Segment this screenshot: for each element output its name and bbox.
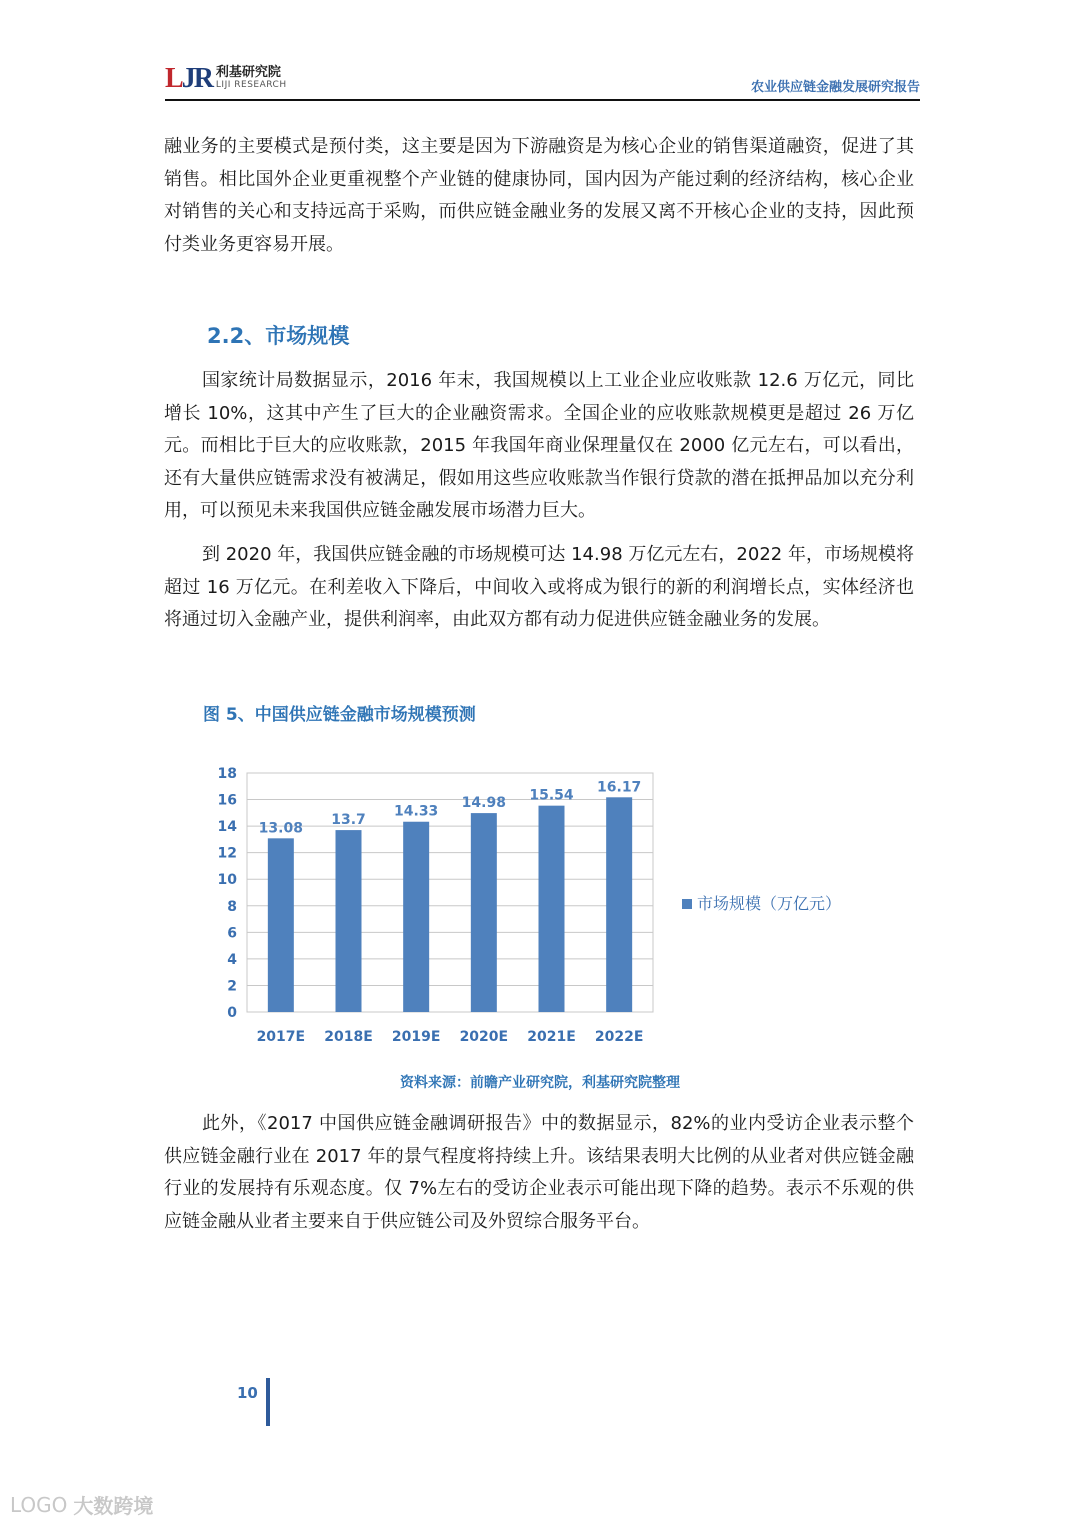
watermark-text: 大数跨境 [73, 1494, 154, 1518]
figure-source: 资料来源：前瞻产业研究院，利基研究院整理 [400, 1075, 680, 1091]
figure-title: 图 5、中国供应链金融市场规模预测 [203, 705, 476, 725]
x-tick-label: 2021E [527, 1029, 576, 1045]
x-tick-label: 2020E [459, 1029, 509, 1045]
report-title: 农业供应链金融发展研究报告 [750, 80, 920, 95]
y-tick-label: 6 [227, 925, 237, 942]
y-tick-label: 8 [227, 898, 237, 915]
y-tick-label: 0 [227, 1005, 237, 1021]
page-number: 10 [237, 1384, 258, 1402]
data-label: 13.08 [258, 820, 303, 837]
bar [268, 838, 294, 1012]
x-tick-label: 2019E [391, 1029, 441, 1045]
watermark-logo-icon: LOGO [10, 1492, 68, 1517]
x-tick-label: 2022E [594, 1029, 644, 1045]
page-number-bar [266, 1378, 270, 1426]
data-label: 16.17 [597, 779, 642, 796]
page-header [165, 62, 920, 102]
paragraph-3: 到 2020 年，我国供应链金融的市场规模可达 14.98 万亿元左右，2022 年，市场规模将超过 16 万亿元。在利差收入下降后，中间收入或将成为银行的新的利润增长点，实体经济也将通过切入金融产业，提供利润率，由此双方都有动力促进供应链金融业务的发展。 [164, 544, 914, 631]
bar [336, 830, 362, 1012]
legend-swatch [682, 899, 692, 909]
paragraph-4: 此外，《2017 中国供应链金融调研报告》中的数据显示，82%的业内受访企业表示整个供应链金融行业在 2017 年的景气程度将持续上升。该结果表明大比例的从业者对供应链金融行业的发展持有乐观态度。仅 7%左右的受访企业表示可能出现下降的趋势。表示不乐观的供应链金融从业者主要来自于供应链公司及外贸综合服务平台。 [164, 1113, 914, 1232]
y-tick-label: 14 [217, 819, 237, 836]
market-size-bar-chart [195, 755, 895, 1055]
x-tick-label: 2017E [256, 1029, 306, 1045]
y-tick-label: 2 [227, 978, 237, 995]
y-tick-label: 10 [217, 872, 237, 889]
y-tick-label: 16 [217, 792, 237, 809]
paragraph-1: 融业务的主要模式是预付类，这主要是因为下游融资是为核心企业的销售渠道融资，促进了其销售。相比国外企业更重视整个产业链的健康协同，国内因为产能过剩的经济结构，核心企业对销售的关心和支持远高于采购，而供应链金融业务的发展又离不开核心企业的支持，因此预付类业务更容易开展。 [164, 136, 914, 255]
y-tick-label: 18 [217, 766, 237, 782]
y-tick-label: 12 [217, 845, 237, 862]
x-tick-label: 2018E [324, 1029, 373, 1045]
watermark [10, 1490, 153, 1519]
bar [606, 797, 632, 1012]
bar [471, 813, 497, 1012]
logo-mark [165, 65, 212, 93]
header-divider [165, 99, 920, 101]
logo-name-en: LIJI RESEARCH [215, 80, 287, 90]
bar [539, 806, 565, 1012]
legend-label: 市场规模（万亿元） [697, 894, 842, 913]
logo-mark-r: JR [181, 63, 212, 94]
logo-mark-l: L [165, 63, 182, 94]
data-label: 15.54 [529, 787, 574, 804]
y-tick-label: 4 [227, 951, 237, 968]
data-label: 14.98 [461, 795, 506, 812]
paragraph-2: 国家统计局数据显示，2016 年末，我国规模以上工业企业应收账款 12.6 万亿元，同比增长 10%，这其中产生了巨大的企业融资需求。全国企业的应收账款规模更是超过 26 万亿元。而相比于巨大的应收账款，2015 年我国年商业保理量仅在 2000 亿元左右，可以看出，还有大量供应链需求没有被满足，假如用这些应收账款当作银行贷款的潜在抵押品加以充分利用，可以预见未来我国供应链金融发展市场潜力巨大。 [164, 370, 914, 522]
logo-text [216, 67, 287, 91]
bar [403, 822, 429, 1012]
plot-area [247, 773, 653, 1012]
section-heading: 2.2、市场规模 [207, 324, 350, 348]
data-label: 13.7 [331, 812, 366, 829]
liji-logo [165, 62, 287, 96]
logo-name-cn: 利基研究院 [215, 65, 281, 80]
data-label: 14.33 [394, 803, 439, 820]
